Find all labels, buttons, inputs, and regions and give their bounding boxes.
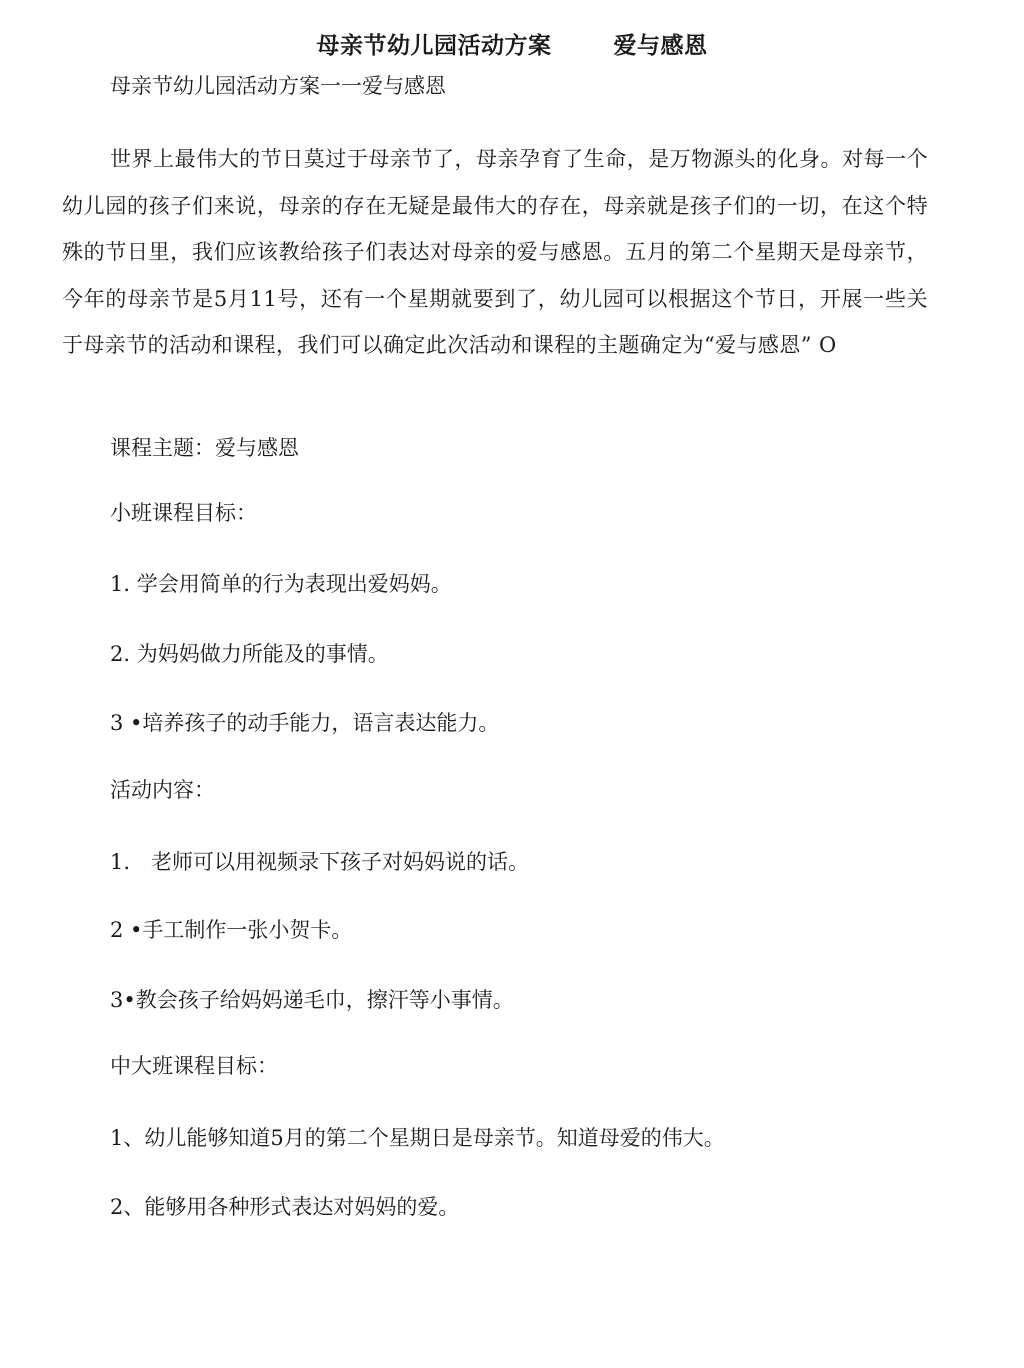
page-title bbox=[0, 27, 1024, 60]
mid-class-heading: 中大班课程目标： bbox=[110, 1054, 278, 1078]
intro-paragraph: 世界上最伟大的节日莫过于母亲节了，母亲孕育了生命，是万物源头的化身。对每一个幼儿园的孩子们来说，母亲的存在无疑是最伟大的存在，母亲就是孩子们的一切，在这个特殊的节日里，我们应该教给孩子们表达对母亲的爱与感恩。五月的第二个星期天是母亲节，今年的母亲节是5月11号，还有一个星期就要到了，幼儿园可以根据这个节日，开展一些关于母亲节的活动和课程，我们可以确定此次活动和课程的主题确定为“爱与感恩” O bbox=[62, 147, 928, 357]
subtitle: 母亲节幼儿园活动方案一一爱与感恩 bbox=[110, 74, 446, 98]
small-goal-item: 3 •培养孩子的动手能力，语言表达能力。 bbox=[110, 711, 500, 735]
title-theme: 爱与感恩 bbox=[613, 33, 708, 59]
course-theme: 课程主题：爱与感恩 bbox=[110, 436, 299, 460]
mid-goal-item: 2、能够用各种形式表达对妈妈的爱。 bbox=[110, 1195, 460, 1219]
title-main: 母亲节幼儿园活动方案 bbox=[316, 33, 552, 59]
activity-heading: 活动内容： bbox=[110, 778, 215, 802]
activity-item: 2 •手工制作一张小贺卡。 bbox=[110, 918, 353, 942]
small-goal-item: 2. 为妈妈做力所能及的事情。 bbox=[110, 642, 389, 666]
small-class-heading: 小班课程目标： bbox=[110, 501, 257, 525]
mid-goal-item: 1、幼儿能够知道5月的第二个星期日是母亲节。知道母爱的伟大。 bbox=[110, 1126, 725, 1150]
activity-item: 1. 老师可以用视频录下孩子对妈妈说的话。 bbox=[110, 850, 530, 874]
small-goal-item: 1. 学会用简单的行为表现出爱妈妈。 bbox=[110, 572, 452, 596]
activity-item: 3•教会孩子给妈妈递毛巾，擦汗等小事情。 bbox=[110, 988, 514, 1012]
